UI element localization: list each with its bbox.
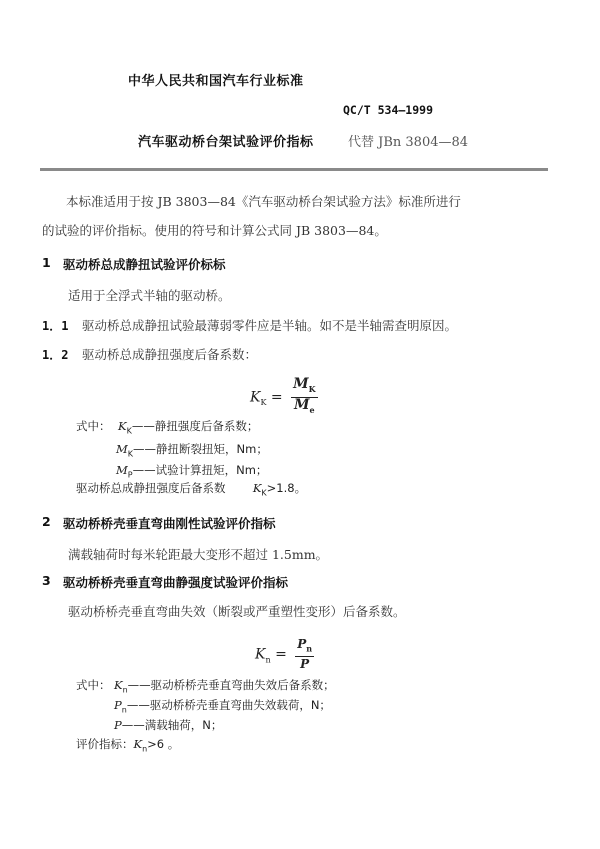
section-3-number: 3 (42, 573, 51, 588)
section-2-number: 2 (42, 514, 51, 529)
criterion-row-3: 评价指标：$K_n>6$ 。 (76, 737, 180, 754)
issuing-organization: 中华人民共和国汽车行业标准 (128, 74, 304, 89)
definition-row: P——满载轴荷，N； (114, 718, 223, 732)
header-divider (40, 168, 548, 171)
formula-kn: $K_n$ = $\frac{P_n}{P}$ (255, 637, 313, 672)
item-1-1-text: 驱动桥总成静扭试验最薄弱零件应是半轴。如不是半轴需查明原因。 (82, 318, 458, 333)
item-1-2-number: 1．2 (42, 348, 69, 362)
definition-row: $K_n——$驱动桥桥壳垂直弯曲失效后备系数； (114, 678, 335, 695)
item-1-1-number: 1．1 (42, 319, 69, 333)
definition-row: $M_K——$静扭断裂扭矩，Nm； (116, 442, 268, 459)
definition-row: $P_n——$驱动桥桥壳垂直弯曲失效载荷，N； (114, 698, 331, 715)
standard-title: 汽车驱动桥台架试验评价指标 (138, 135, 314, 150)
criterion-row-1: 驱动桥总成静扭强度后备系数 $K_K>1.8$。 (76, 481, 307, 498)
formula-kk: $K_K$ = $\frac{M_K}{M_e}$ (250, 376, 316, 415)
section-1-heading: 驱动桥总成静扭试验评价标标 (63, 257, 226, 272)
section-1-applies: 适用于全浮式半轴的驱动桥。 (68, 288, 231, 303)
replaces-standard: 代替 JBn 3804—84 (348, 135, 469, 150)
intro-line-2: 的试验的评价指标。使用的符号和计算公式同 JB 3803—84。 (42, 223, 387, 238)
item-1-2-text: 驱动桥总成静扭强度后备系数： (82, 347, 258, 362)
section-3-text: 驱动桥桥壳垂直弯曲失效（断裂或严重塑性变形）后备系数。 (68, 604, 406, 619)
definition-row: $K_K——$静扭强度后备系数； (118, 419, 259, 436)
section-2-heading: 驱动桥桥壳垂直弯曲刚性试验评价指标 (63, 516, 276, 531)
intro-line-1: 本标准适用于按 JB 3803—84《汽车驱动桥台架试验方法》标准所进行 (66, 194, 461, 209)
where-label-1: 式中： (76, 419, 111, 433)
section-3-heading: 驱动桥桥壳垂直弯曲静强度试验评价指标 (63, 575, 289, 590)
definition-row: $M_P——$试验计算扭矩，Nm； (116, 463, 268, 480)
where-label-3: 式中： (76, 678, 111, 692)
section-2-text: 满载轴荷时每米轮距最大变形不超过 1.5mm。 (68, 547, 329, 562)
standard-code: QC/T 534—1999 (343, 103, 434, 117)
section-1-number: 1 (42, 255, 51, 270)
